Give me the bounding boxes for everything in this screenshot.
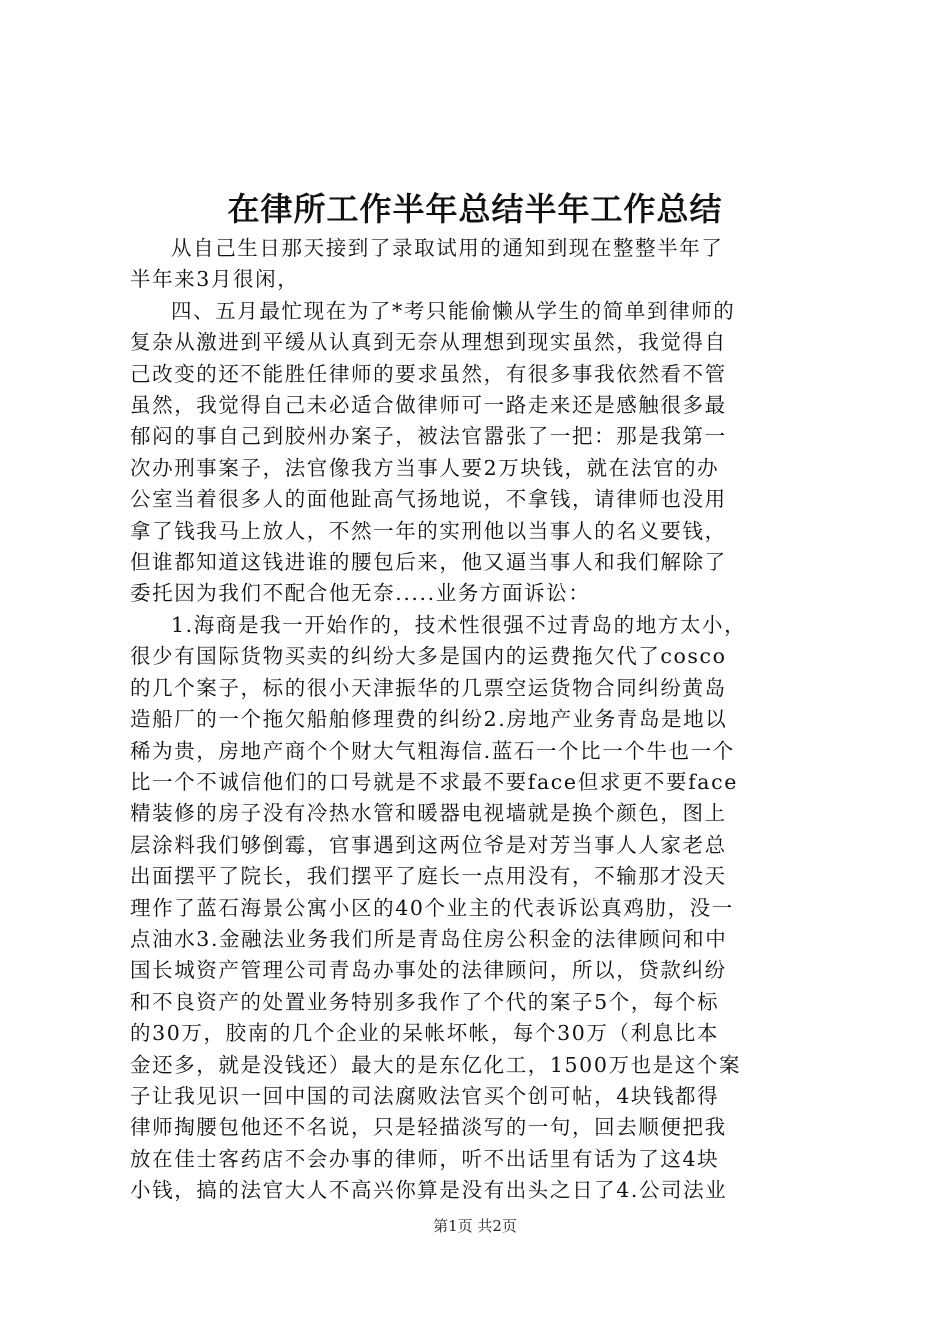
paragraph-business: 1.海商是我一开始作的，技术性很强不过青岛的地方太小， 很少有国际货物买卖的纠纷大多是国内的运费拖欠代了cosco 的几个案子，标的很小天津振华的几票空运货物合同纠纷黄岛 造船厂的一个拖欠船舶修理费的纠纷2.房地产业务青岛是地以 稀为贵，房地产商个个财大气粗海信.蓝石一个比一个牛也一个 比一个不诚信他们的口号就是不求最不要face但求更不要face 精装修的房子没有冷热水管和暖器电视墙就是换个颜色，图上 层涂料我们够倒霉，官事遇到这两位爷是对芳当事人人家老总 出面摆平了院长，我们摆平了庭长一点用没有，不输那才没天 理作了蓝石海景公寓小区的40个业主的代表诉讼真鸡肋，没一 点油水3.金融法业务我们所是青岛住房公积金的法律顾问和中 国长城资产管理公司青岛办事处的法律顾问，所以，贷款纠纷 和不良资产的处置业务特别多我作了个代的案子5个，每个标 的30万，胶南的几个企业的呆帐坏帐，每个30万（利息比本 金还多，就是没钱还）最大的是东亿化工，1500万也是这个案 子让我见识一回中国的司法腐败法官买个创可帖，4块钱都得 律师掏腰包他还不名说，只是轻描淡写的一句，回去顺便把我 放在佳士客药店不会办事的律师，听不出话里有话为了这4块 小钱，搞的法官大人不高兴你算是没有出头之日了4.公司法业 (130, 612, 747, 1203)
paragraph-experience: 四、五月最忙现在为了*考只能偷懒从学生的简单到律师的 复杂从激进到平缓从认真到无奈从理想到现实虽然，我觉得自 己改变的还不能胜任律师的要求虽然，有很多事我依然看不管 虽然，我觉得自己未必适合做律师可一路走来还是感触很多最 郁闷的事自己到胶州办案子，被法官嚣张了一把：那是我第一 次办刑事案子，法官像我方当事人要2万块钱，就在法官的办 公室当着很多人的面他趾高气扬地说，不拿钱，请律师也没用 拿了钱我马上放人，不然一年的实刑他以当事人的名义要钱， 但谁都知道这钱进谁的腰包后来，他又逼当事人和我们解除了 委托因为我们不配合他无奈.....业务方面诉讼： (130, 298, 736, 606)
document-title: 在律所工作半年总结半年工作总结 (227, 190, 723, 228)
document-body (130, 233, 830, 1207)
paragraph-intro: 从自己生日那天接到了录取试用的通知到现在整整半年了 半年来3月很闲， (130, 236, 724, 292)
page-footer: 第1页 共2页 (433, 1217, 517, 1235)
